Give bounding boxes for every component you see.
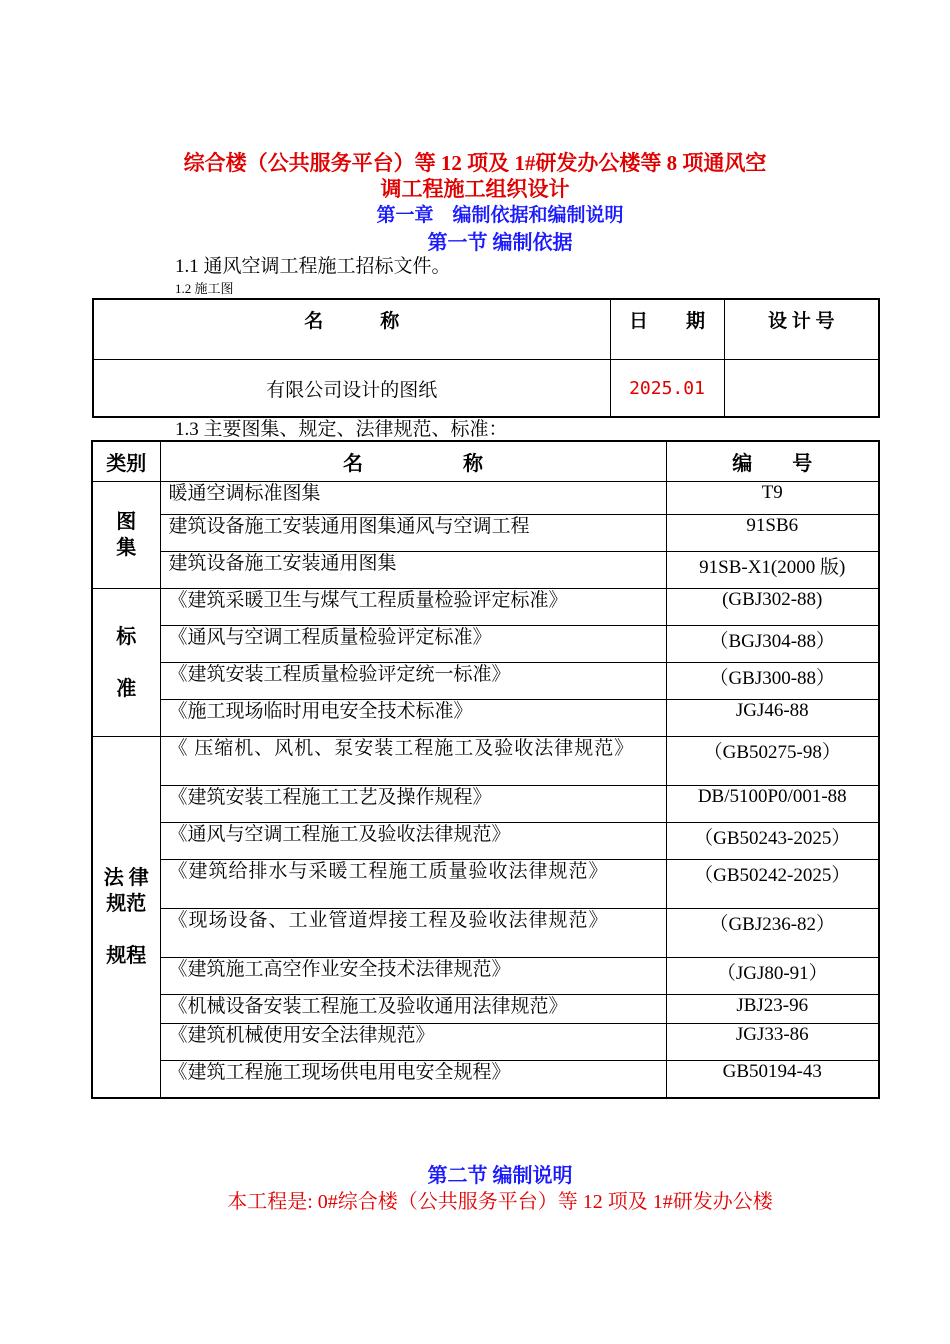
standard-name: 《通风与空调工程施工及验收法律规范》 <box>160 823 666 860</box>
standard-code: （GB50242-2025） <box>666 860 879 909</box>
standard-name: 《建筑机械使用安全法律规范》 <box>160 1024 666 1061</box>
section-heading-2: 第二节 编制说明 <box>427 1165 573 1187</box>
table-row <box>93 360 879 418</box>
standard-code: （BGJ304-88） <box>666 626 879 663</box>
standard-name: 《建筑施工高空作业安全技术法律规范》 <box>160 958 666 995</box>
table-row <box>92 515 879 552</box>
category-law: 法 律 规范 规程 <box>92 737 160 1099</box>
section-heading-1: 第一节 编制依据 <box>427 232 573 254</box>
drawings-table-header <box>93 299 879 360</box>
standard-code: （GBJ236-82） <box>666 909 879 958</box>
header-category: 类别 <box>92 441 160 482</box>
header-code: 编 号 <box>666 441 879 482</box>
standard-name: 《施工现场临时用电安全技术标准》 <box>160 700 666 737</box>
table-row <box>92 737 879 786</box>
drawings-table <box>92 298 880 418</box>
table-row <box>92 786 879 823</box>
standard-name: 《机械设备安装工程施工及验收通用法律规范》 <box>160 995 666 1024</box>
header-name: 名 称 <box>93 299 610 360</box>
standard-code: （JGJ80-91） <box>666 958 879 995</box>
drawing-date: 2025.01 <box>610 360 724 418</box>
item-1-2: 1.2 施工图 <box>175 281 234 296</box>
standard-name: 《建筑安装工程施工工艺及操作规程》 <box>160 786 666 823</box>
category-standard: 标 准 <box>92 589 160 737</box>
header-name: 名 称 <box>160 441 666 482</box>
table-row <box>92 1061 879 1099</box>
standard-code: 91SB6 <box>666 515 879 552</box>
standard-code: 91SB-X1(2000 版) <box>666 552 879 589</box>
table-row <box>92 995 879 1024</box>
standard-name: 《 压缩机、风机、泵安装工程施工及验收法律规范》 <box>160 737 666 786</box>
standard-code: （GBJ300-88） <box>666 663 879 700</box>
standard-code: JGJ33-86 <box>666 1024 879 1061</box>
drawing-name: 有限公司设计的图纸 <box>93 360 610 418</box>
table-row <box>92 958 879 995</box>
standard-code: JBJ23-96 <box>666 995 879 1024</box>
category-atlas: 图 集 <box>92 482 160 589</box>
table-row <box>92 909 879 958</box>
table-row <box>92 663 879 700</box>
chapter-heading: 第一章 编制依据和编制说明 <box>376 205 624 226</box>
standard-code: （GB50275-98） <box>666 737 879 786</box>
standard-code: DB/5100P0/001-88 <box>666 786 879 823</box>
standards-table-header <box>92 441 879 482</box>
standard-name: 《建筑安装工程质量检验评定统一标准》 <box>160 663 666 700</box>
standard-code: GB50194-43 <box>666 1061 879 1099</box>
document-title-line1: 综合楼（公共服务平台）等 12 项及 1#研发办公楼等 8 项通风空 <box>183 151 767 175</box>
table-row <box>92 626 879 663</box>
standard-name: 建筑设备施工安装通用图集 <box>160 552 666 589</box>
standard-name: 暖通空调标准图集 <box>160 482 666 515</box>
item-1-1: 1.1 通风空调工程施工招标文件。 <box>175 256 451 277</box>
table-row <box>92 1024 879 1061</box>
standard-code: T9 <box>666 482 879 515</box>
standard-name: 建筑设备施工安装通用图集通风与空调工程 <box>160 515 666 552</box>
table-row <box>92 700 879 737</box>
standard-code: (GBJ302-88) <box>666 589 879 626</box>
standards-table <box>91 440 880 1099</box>
standard-name: 《建筑工程施工现场供电用电安全规程》 <box>160 1061 666 1099</box>
table-row <box>92 589 879 626</box>
document-title-line2: 调工程施工组织设计 <box>380 177 570 201</box>
document-title <box>0 150 950 202</box>
standard-name: 《建筑给排水与采暖工程施工质量验收法律规范》 <box>160 860 666 909</box>
table-row <box>92 552 879 589</box>
item-1-3: 1.3 主要图集、规定、法律规范、标准： <box>175 419 508 440</box>
standard-name: 《通风与空调工程质量检验评定标准》 <box>160 626 666 663</box>
header-date: 日 期 <box>610 299 724 360</box>
standard-code: JGJ46-88 <box>666 700 879 737</box>
intro-paragraph: 本工程是: 0#综合楼（公共服务平台）等 12 项及 1#研发办公楼 <box>227 1191 773 1213</box>
standard-name: 《建筑采暖卫生与煤气工程质量检验评定标准》 <box>160 589 666 626</box>
table-row <box>92 823 879 860</box>
table-row <box>92 482 879 515</box>
drawing-design-no <box>724 360 879 418</box>
standard-name: 《现场设备、工业管道焊接工程及验收法律规范》 <box>160 909 666 958</box>
table-row <box>92 860 879 909</box>
standard-code: （GB50243-2025） <box>666 823 879 860</box>
header-design-no: 设 计 号 <box>724 299 879 360</box>
